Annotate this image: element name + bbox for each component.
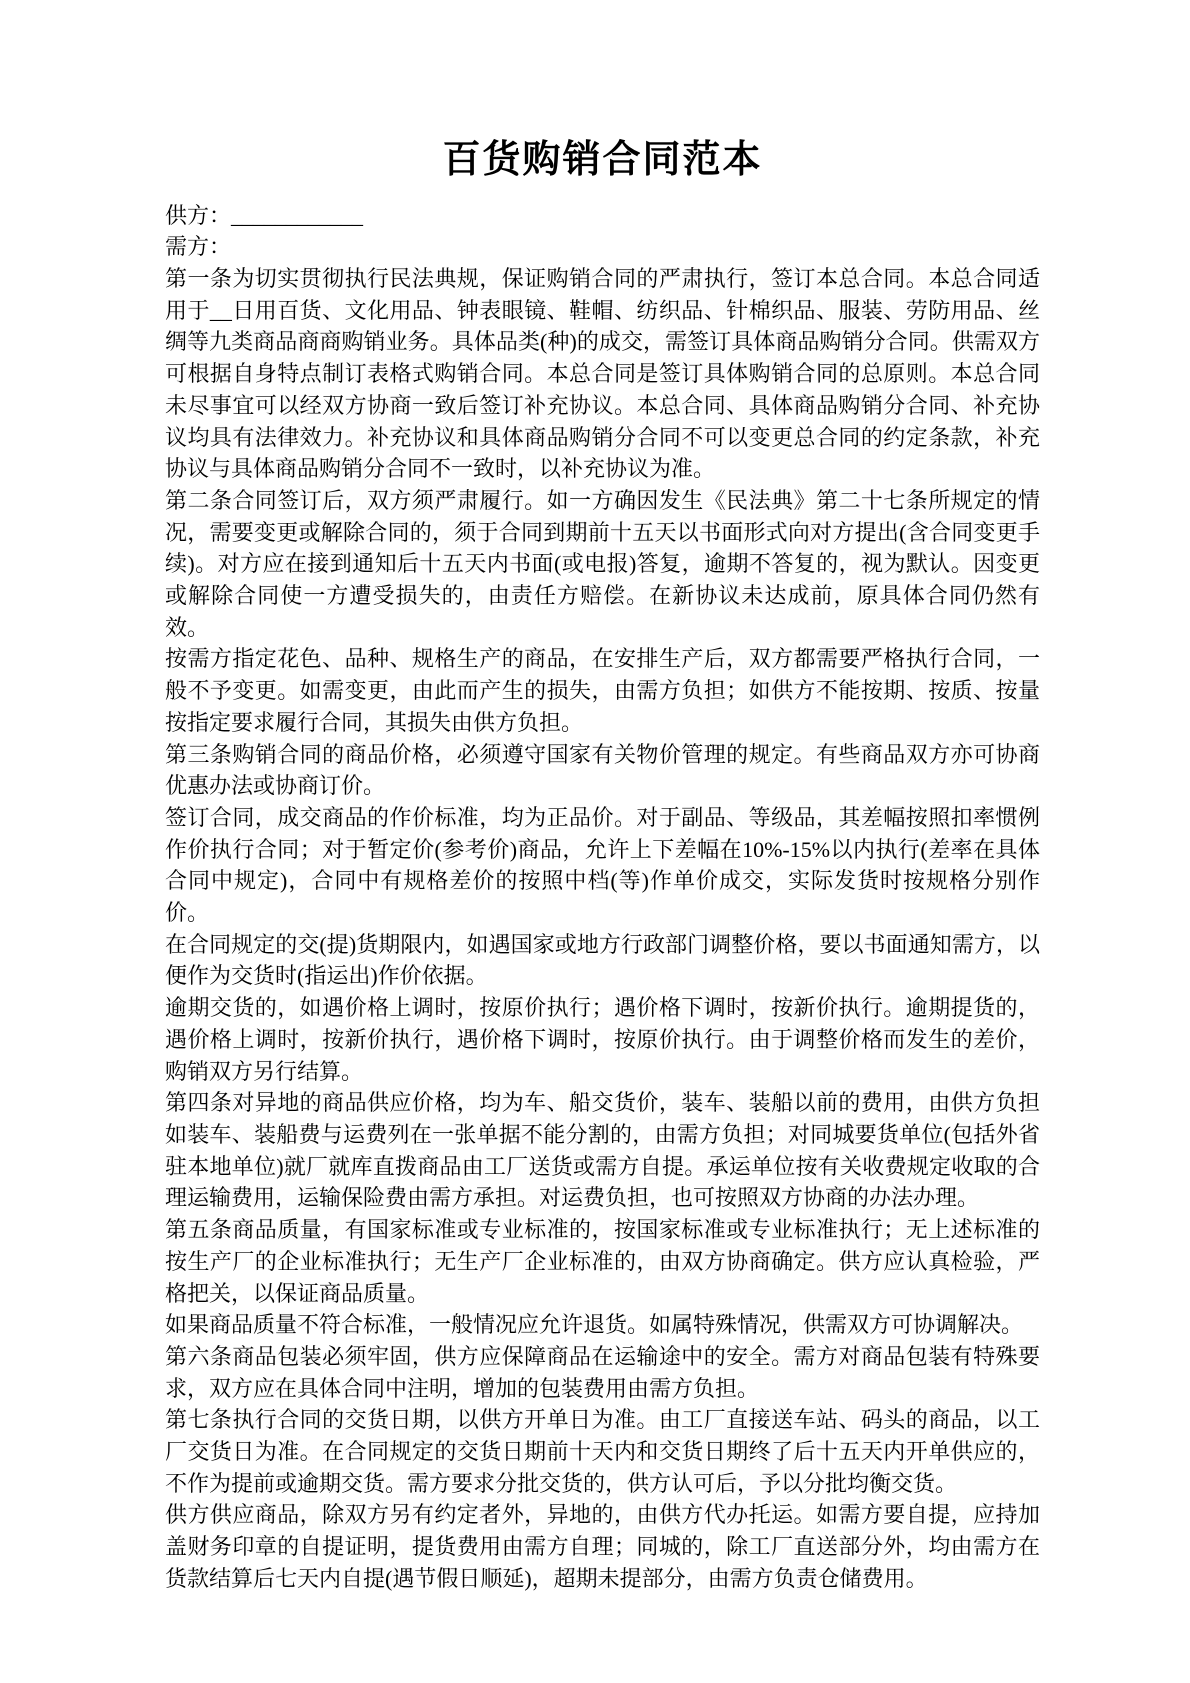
buyer-line: 需方：	[165, 234, 232, 260]
paragraph-article-3: 第三条购销合同的商品价格，必须遵守国家有关物价管理的规定。有些商品双方亦可协商优惠办法或协商订价。	[165, 741, 1040, 799]
paragraph-article-5: 第五条商品质量，有国家标准或专业标准的，按国家标准或专业标准执行；无上述标准的按生产厂的企业标准执行；无生产厂企业标准的，由双方协商确定。供方应认真检验，严格把关，以保证商品质量。	[165, 1217, 1040, 1306]
paragraph: 供方供应商品，除双方另有约定者外，异地的，由供方代办托运。如需方要自提，应持加盖财务印章的自提证明，提货费用由需方自理；同城的，除工厂直送部分外，均由需方在货款结算后七天内自提(遇节假日顺延)，超期未提部分，由需方负责仓储费用。	[165, 1502, 1040, 1591]
page-title: 百货购销合同范本	[442, 139, 763, 181]
supplier-line: 供方：____________	[165, 202, 364, 228]
paragraph: 逾期交货的，如遇价格上调时，按原价执行；遇价格下调时，按新价执行。逾期提货的，遇价格上调时，按新价执行，遇价格下调时，按原价执行。由于调整价格而发生的差价，购销双方另行结算。	[165, 995, 1040, 1084]
paragraph: 签订合同，成交商品的作价标准，均为正品价。对于副品、等级品，其差幅按照扣率惯例作价执行合同；对于暂定价(参考价)商品，允许上下差幅在10%-15%以内执行(差率在具体合同中规定)，合同中有规格差价的按照中档(等)作单价成交，实际发货时按规格分别作价。	[165, 804, 1040, 926]
paragraph-article-2: 第二条合同签订后，双方须严肃履行。如一方确因发生《民法典》第二十七条所规定的情况，需要变更或解除合同的，须于合同到期前十五天以书面形式向对方提出(含合同变更手续)。对方应在接到通知后十五天内书面(或电报)答复，逾期不答复的，视为默认。因变更或解除合同使一方遭受损失的，由责任方赔偿。在新协议未达成前，原具体合同仍然有效。	[165, 487, 1040, 640]
paragraph-article-6: 第六条商品包装必须牢固，供方应保障商品在运输途中的安全。需方对商品包装有特殊要求，双方应在具体合同中注明，增加的包装费用由需方负担。	[165, 1343, 1040, 1401]
paragraph: 按需方指定花色、品种、规格生产的商品，在安排生产后，双方都需要严格执行合同，一般不予变更。如需变更，由此而产生的损失，由需方负担；如供方不能按期、按质、按量按指定要求履行合同，其损失由供方负担。	[165, 646, 1040, 735]
paragraph-article-7: 第七条执行合同的交货日期，以供方开单日为准。由工厂直接送车站、码头的商品，以工厂交货日为准。在合同规定的交货日期前十天内和交货日期终了后十五天内开单供应的，不作为提前或逾期交货。需方要求分批交货的，供方认可后，予以分批均衡交货。	[165, 1407, 1040, 1496]
document-body	[165, 200, 1040, 1595]
paragraph: 如果商品质量不符合标准，一般情况应允许退货。如属特殊情况，供需双方可协调解决。	[165, 1312, 1024, 1338]
paragraph: 在合同规定的交(提)货期限内，如遇国家或地方行政部门调整价格，要以书面通知需方，以便作为交货时(指运出)作价依据。	[165, 931, 1040, 989]
paragraph-article-4: 第四条对异地的商品供应价格，均为车、船交货价，装车、装船以前的费用，由供方负担如装车、装船费与运费列在一张单据不能分割的，由需方负担；对同城要货单位(包括外省驻本地单位)就厂就库直拨商品由工厂送货或需方自提。承运单位按有关收费规定收取的合理运输费用，运输保险费由需方承担。对运费负担，也可按照双方协商的办法办理。	[165, 1090, 1040, 1211]
paragraph-article-1: 第一条为切实贯彻执行民法典规，保证购销合同的严肃执行，签订本总合同。本总合同适用于__日用百货、文化用品、钟表眼镜、鞋帽、纺织品、针棉织品、服装、劳防用品、丝绸等九类商品商商购销业务。具体品类(种)的成交，需签订具体商品购销分合同。供需双方可根据自身特点制订表格式购销合同。本总合同是签订具体购销合同的总原则。本总合同未尽事宜可以经双方协商一致后签订补充协议。本总合同、具体商品购销分合同、补充协议均具有法律效力。补充协议和具体商品购销分合同不可以变更总合同的约定条款，补充协议与具体商品购销分合同不一致时，以补充协议为准。	[165, 266, 1040, 482]
